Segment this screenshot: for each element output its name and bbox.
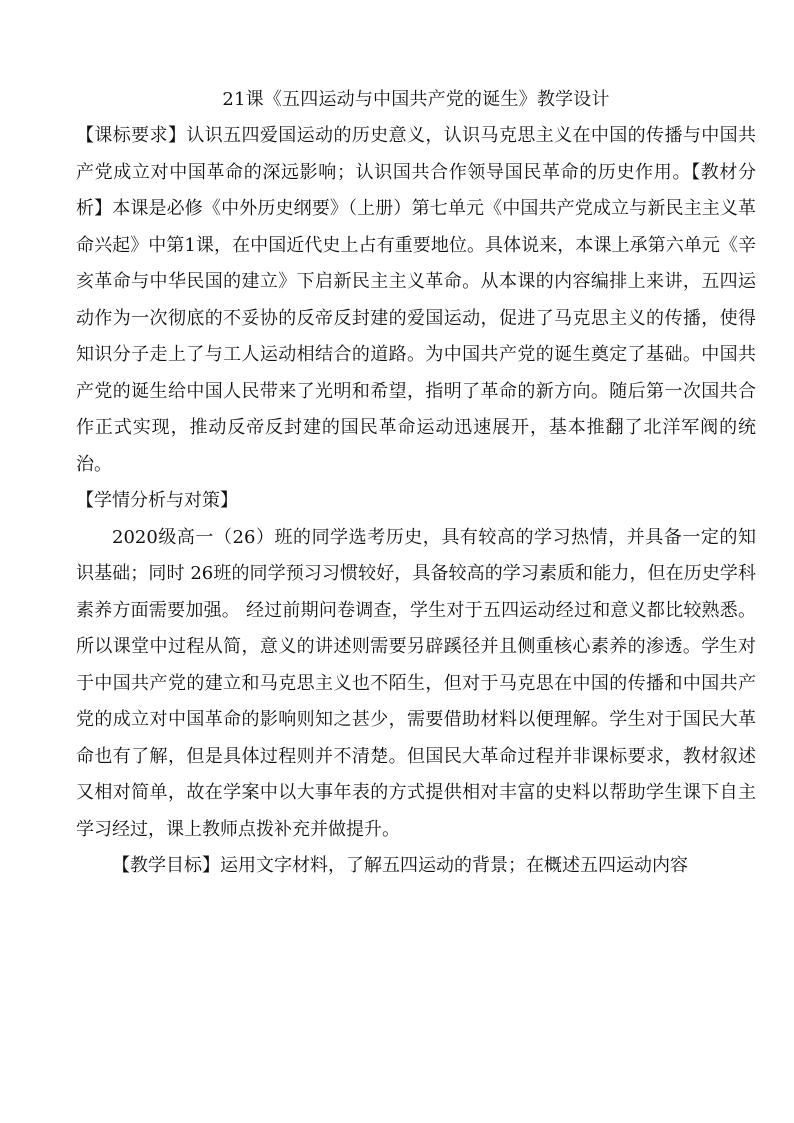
document-title: 21课《五四运动与中国共产党的诞生》教学设计 xyxy=(222,89,610,110)
teaching-goals-paragraph: 【教学目标】运用文字材料，了解五四运动的背景；在概述五四运动内容 xyxy=(112,855,688,876)
learning-analysis-paragraph: 2020级高一（26）班的同学选考历史，具有较高的学习热情，并具备一定的知识基础；同时 26班的同学预习习惯较好，具备较高的学习素质和能力，但在历史学科素养方面需要加强。 经过前期问卷调查，学生对于五四运动经过和意义都比较熟悉。所以课堂中过程从简，意义的讲述则需要另辟蹊径并且侧重核心素养的渗透。学生对于中国共产党的建立和马克思主义也不陌生，但对于马克思在中国的传播和中国共产党的成立对中国革命的影响则知之甚少，需要借助材料以便理解。学生对于国民大革命也有了解，但是具体过程则并不清楚。但国民大革命过程并非课标要求，教材叙述又相对简单，故在学案中以大事年表的方式提供相对丰富的史料以帮助学生课下自主学习经过，课上教师点拨补充并做提升。 xyxy=(76,526,756,840)
curriculum-and-textbook-paragraph: 【课标要求】认识五四爱国运动的历史意义，认识马克思主义在中国的传播与中国共产党成立对中国革命的深远影响；认识国共合作领导国民革命的历史作用。【教材分析】本课是必修《中外历史纲要》（上册）第七单元《中国共产党成立与新民主主义革命兴起》中第1课，在中国近代史上占有重要地位。具体说来，本课上承第六单元《辛亥革命与中华民国的建立》下启新民主主义革命。从本课的内容编排上来讲，五四运动作为一次彻底的不妥协的反帝反封建的爱国运动，促进了马克思主义的传播，使得知识分子走上了与工人运动相结合的道路。为中国共产党的诞生奠定了基础。中国共产党的诞生给中国人民带来了光明和希望，指明了革命的新方向。随后第一次国共合作正式实现，推动反帝反封建的国民革命运动迅速展开，基本推翻了北洋军阀的统治。 xyxy=(76,125,756,475)
learning-analysis-heading: 【学情分析与对策】 xyxy=(76,490,238,511)
document-page xyxy=(76,82,756,885)
